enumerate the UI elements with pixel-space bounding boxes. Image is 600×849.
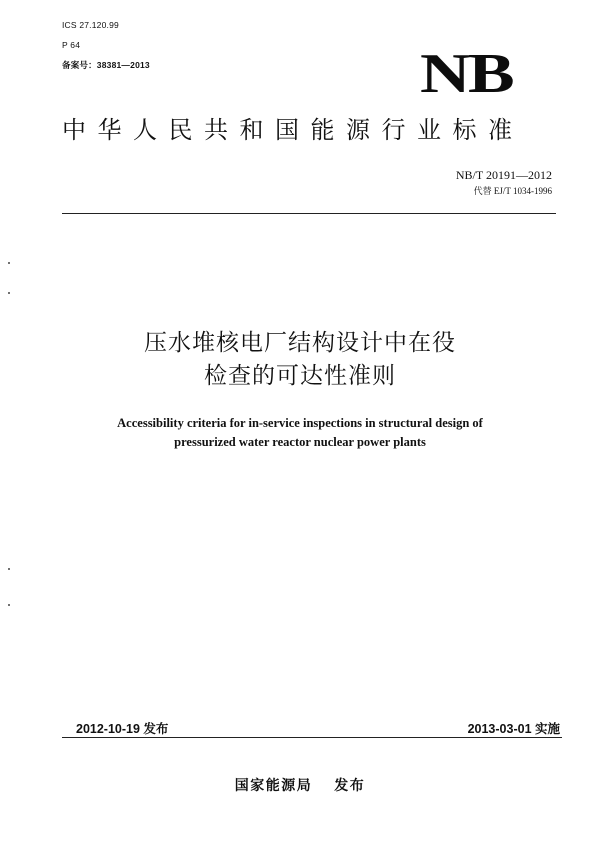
- standard-number: NB/T 20191—2012: [455, 168, 552, 182]
- document-title-zh: [0, 326, 600, 392]
- scan-mark: [8, 292, 10, 294]
- document-title-en: [0, 414, 600, 452]
- nb-logo: NB: [420, 43, 513, 105]
- industry-standard-title: 中华人民共和国能源行业标准: [62, 117, 524, 144]
- bottom-divider: [62, 737, 562, 738]
- scan-mark: [8, 262, 10, 264]
- implementation-date: 2013-03-01 实施: [467, 722, 560, 736]
- filing-number: 备案号：38381—2013: [62, 60, 150, 70]
- title-en-line-2: pressurized water reactor nuclear power plants: [174, 435, 426, 449]
- issue-date: 2012-10-19 发布: [76, 722, 169, 736]
- replaces-standard: 代替 EJ/T 1034-1996: [473, 186, 552, 196]
- title-zh-line-2: 检查的可达性准则: [204, 362, 396, 388]
- publish-action: 发布: [334, 777, 366, 793]
- title-zh-line-1: 压水堆核电厂结构设计中在役: [144, 329, 456, 355]
- ics-code: ICS 27.120.99: [62, 20, 119, 30]
- publisher-name: 国家能源局: [234, 777, 313, 793]
- publisher-line: [0, 776, 600, 794]
- scan-mark: [8, 568, 10, 570]
- ccs-code: P 64: [62, 40, 81, 50]
- title-en-line-1: Accessibility criteria for in-service inspections in structural design of: [117, 416, 483, 430]
- top-divider: [62, 213, 556, 214]
- scan-mark: [8, 604, 10, 606]
